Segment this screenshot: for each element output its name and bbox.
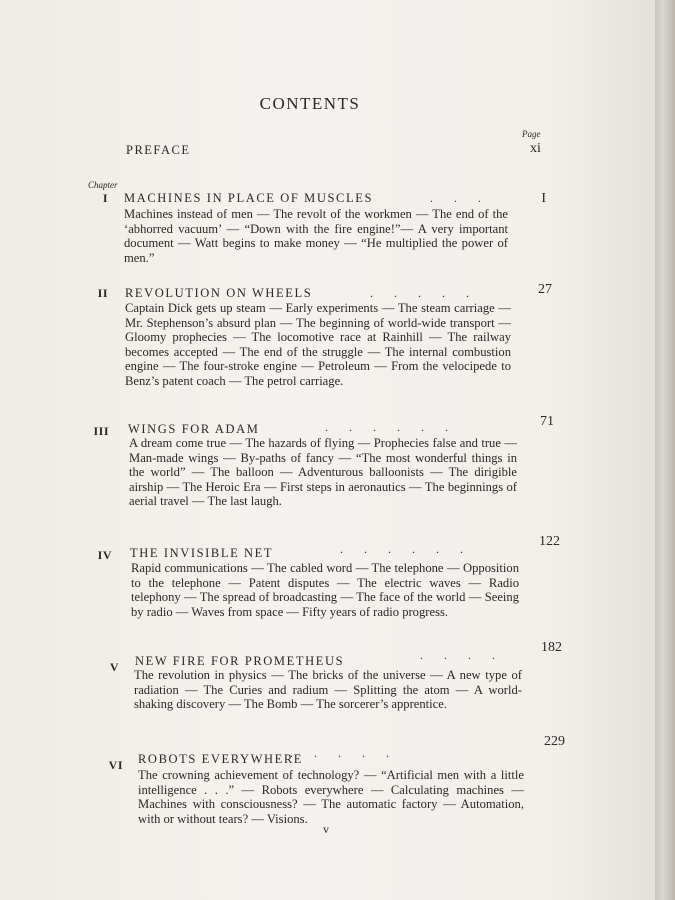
chapter-summary: A dream come true — The hazards of flying — Prophecies false and true — Man-made wings — By-paths of fancy — “The most wonderful things in the world” — The balloon — Adventurous balloonists — The dirigible airship — The Heroic Era — First steps in aeronautics — The beginnings of aerial travel — The last laugh. xyxy=(129,436,517,508)
chapter-page: 71 xyxy=(540,414,554,429)
page-folio: v xyxy=(323,822,329,836)
chapter-summary: Rapid communications — The cabled word — The telephone — Opposition to the telephone — Patent disputes — The electric waves — Radio telephony — The spread of broadcasting — The face of the world — Seeing by radio — Waves from space — Fifty years of radio progress. xyxy=(131,561,519,619)
chapter-page: 122 xyxy=(539,534,560,549)
chapter-page: 182 xyxy=(541,640,562,655)
preface-page: xi xyxy=(530,141,541,156)
preface-label: PREFACE xyxy=(126,143,191,157)
chapter-leader-dots: . . . . . . xyxy=(340,542,463,556)
chapter-title: NEW FIRE FOR PROMETHEUS xyxy=(135,654,345,668)
chapter-number: III xyxy=(93,424,109,438)
chapter-number: IV xyxy=(97,548,112,562)
chapter-summary: The revolution in physics — The bricks of the universe — A new type of radiation — The Curies and radium — Splitting the atom — A world-shaking discovery — The Bomb — The sorcerer’s apprentice. xyxy=(134,668,522,711)
chapter-title: WINGS FOR ADAM xyxy=(128,422,260,436)
chapter-column-header: Chapter xyxy=(88,180,118,190)
page-edge xyxy=(655,0,675,900)
page-title: CONTENTS xyxy=(259,94,361,113)
page-column-header: Page xyxy=(522,129,541,139)
chapter-summary: Machines instead of men — The revolt of the workmen — The end of the ‘abhorred vacuum’ — “Down with the fire engine!”— A very important document — Watt begins to make money — “He multiplied the power of men.” xyxy=(124,207,508,265)
chapter-leader-dots: . . . . xyxy=(420,648,495,662)
chapter-number: I xyxy=(102,191,108,205)
chapter-number: II xyxy=(97,286,108,300)
chapter-title: THE INVISIBLE NET xyxy=(130,546,274,560)
chapter-leader-dots: . . . . . xyxy=(370,286,469,300)
chapter-title: REVOLUTION ON WHEELS xyxy=(125,286,313,300)
chapter-leader-dots: . . . . . xyxy=(290,746,389,760)
chapter-page: 27 xyxy=(538,282,552,297)
chapter-title: MACHINES IN PLACE OF MUSCLES xyxy=(124,191,373,205)
chapter-summary: Captain Dick gets up steam — Early experiments — The steam carriage — Mr. Stephenson’s absurd plan — The beginning of world-wide transport — Gloomy prophecies — The locomotive race at Rainhill — The railway becomes accepted — The end of the struggle — The internal combustion engine — The four-stroke engine — Petroleum — From the velocipede to Benz’s patent coach — The petrol carriage. xyxy=(125,301,511,388)
chapter-title: ROBOTS EVERYWHERE xyxy=(138,752,304,766)
chapter-summary: The crowning achievement of technology? — “Artificial men with a little intelligence . . .” — Robots everywhere — Calculating machines — Machines with consciousness? — The automatic factory — Automation, with or without tears? — Visions. xyxy=(138,768,524,826)
chapter-page: I xyxy=(541,191,546,206)
chapter-page: 229 xyxy=(544,734,565,749)
chapter-number: V xyxy=(109,660,119,674)
chapter-leader-dots: . . . xyxy=(430,191,481,205)
chapter-leader-dots: . . . . . . xyxy=(325,420,448,434)
chapter-number: VI xyxy=(108,758,123,772)
